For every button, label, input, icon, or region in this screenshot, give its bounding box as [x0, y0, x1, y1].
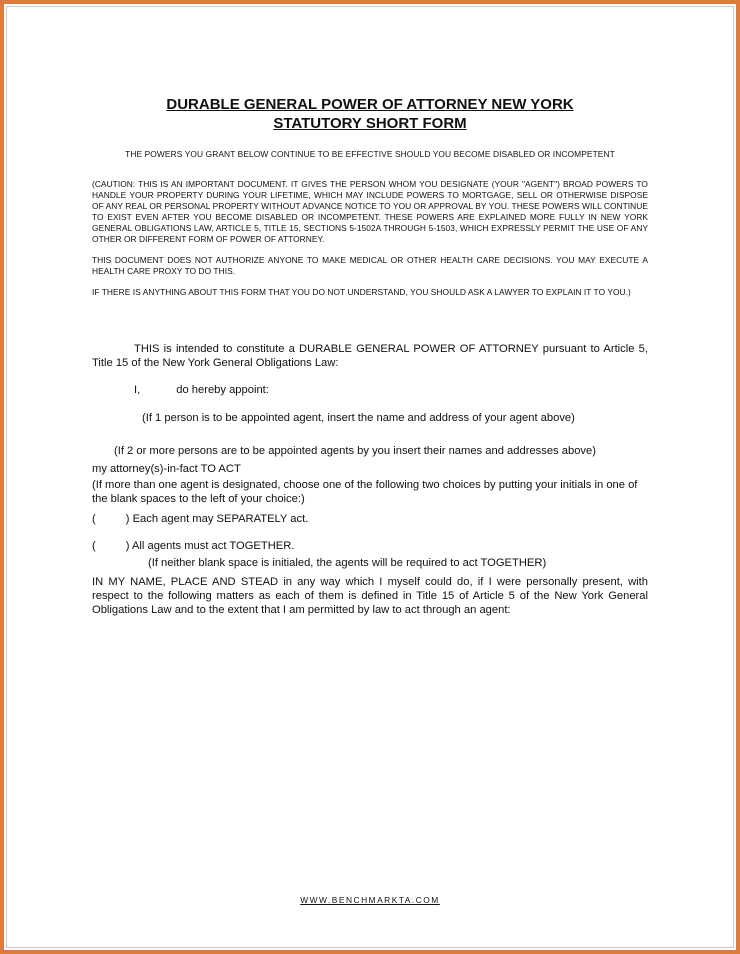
neither-initialed-note: (If neither blank space is initialed, the agents will be required to act TOGETHER): [148, 557, 547, 569]
intro-paragraph: [92, 342, 648, 370]
lawyer-paragraph: IF THERE IS ANYTHING ABOUT THIS FORM THAT YOU DO NOT UNDERSTAND, YOU SHOULD ASK A LAWYER TO EXPLAIN IT TO YOU.): [92, 287, 631, 297]
choice-together: [92, 539, 648, 553]
choice-together-label: ) All agents must act TOGETHER.: [125, 540, 295, 552]
attorney-in-fact: my attorney(s)-in-fact TO ACT: [92, 463, 241, 475]
appoint-i: I,: [134, 384, 141, 396]
choice-separately: [92, 512, 648, 526]
caution-paragraph: (CAUTION: THIS IS AN IMPORTANT DOCUMENT. IT GIVES THE PERSON WHOM YOU DESIGNATE (YOUR "AGENT") BROAD POWERS TO HANDLE YOUR PROPERTY DURING YOUR LIFETIME, WHICH MAY INCLUDE POWERS TO MORTGAGE, SELL OR OTHERWISE DISPOSE OF ANY REAL OR PERSONAL PROPERTY WITHOUT ADVANCE NOTICE TO YOU OR APPROVAL BY YOU. THESE POWERS WILL CONTINUE TO EXIST EVEN AFTER YOU BECOME DISABLED OR INCOMPETENT. THESE POWERS ARE EXPLAINED MORE FULLY IN NEW YORK GENERAL OBLIGATIONS LAW, ARTICLE 5, TITLE 15, SECTIONS 5-1502A THROUGH 5-1503, WHICH EXPRESSLY PERMIT THE USE OF ANY OTHER OR DIFFERENT FORM OF POWER OF ATTORNEY.: [92, 179, 648, 244]
notice-line: THE POWERS YOU GRANT BELOW CONTINUE TO BE EFFECTIVE SHOULD YOU BECOME DISABLED OR INCOMPETENT: [125, 149, 615, 159]
appoint-text: do hereby appoint:: [176, 384, 269, 396]
paren-open: (: [92, 540, 96, 552]
paren-open: (: [92, 513, 96, 525]
intro-text: THIS is intended to constitute a DURABLE GENERAL POWER OF ATTORNEY pursuant to Article 5, Title 15 of the New York General Obligations Law:: [92, 343, 648, 369]
choice-separately-label: ) Each agent may SEPARATELY act.: [125, 513, 309, 525]
appoint-line: [92, 383, 648, 397]
document-content: [92, 95, 648, 617]
health-care-paragraph: THIS DOCUMENT DOES NOT AUTHORIZE ANYONE TO MAKE MEDICAL OR OTHER HEALTH CARE DECISIONS. YOU MAY EXECUTE A HEALTH CARE PROXY TO DO THIS.: [92, 255, 648, 276]
more-than-one-note: (If more than one agent is designated, choose one of the following two choices by putting your initials in one of the blank spaces to the left of your choice:): [92, 479, 638, 505]
footer-url[interactable]: WWW.BENCHMARKTA.COM: [300, 895, 440, 905]
note-one-agent: (If 1 person is to be appointed agent, insert the name and address of your agent above): [142, 412, 575, 424]
in-my-name-paragraph: IN MY NAME, PLACE AND STEAD in any way which I myself could do, if I were personally present, with respect to the following matters as each of them is defined in Title 15 of Article 5 of the New York General Obligations Law and to the extent that I am permitted by law to act through an agent:: [92, 576, 648, 616]
note-two-agents: (If 2 or more persons are to be appointed agents by you insert their names and addresses above): [114, 445, 596, 457]
document-title: DURABLE GENERAL POWER OF ATTORNEY NEW YORK: [166, 96, 574, 113]
document-subtitle: STATUTORY SHORT FORM: [273, 115, 467, 132]
